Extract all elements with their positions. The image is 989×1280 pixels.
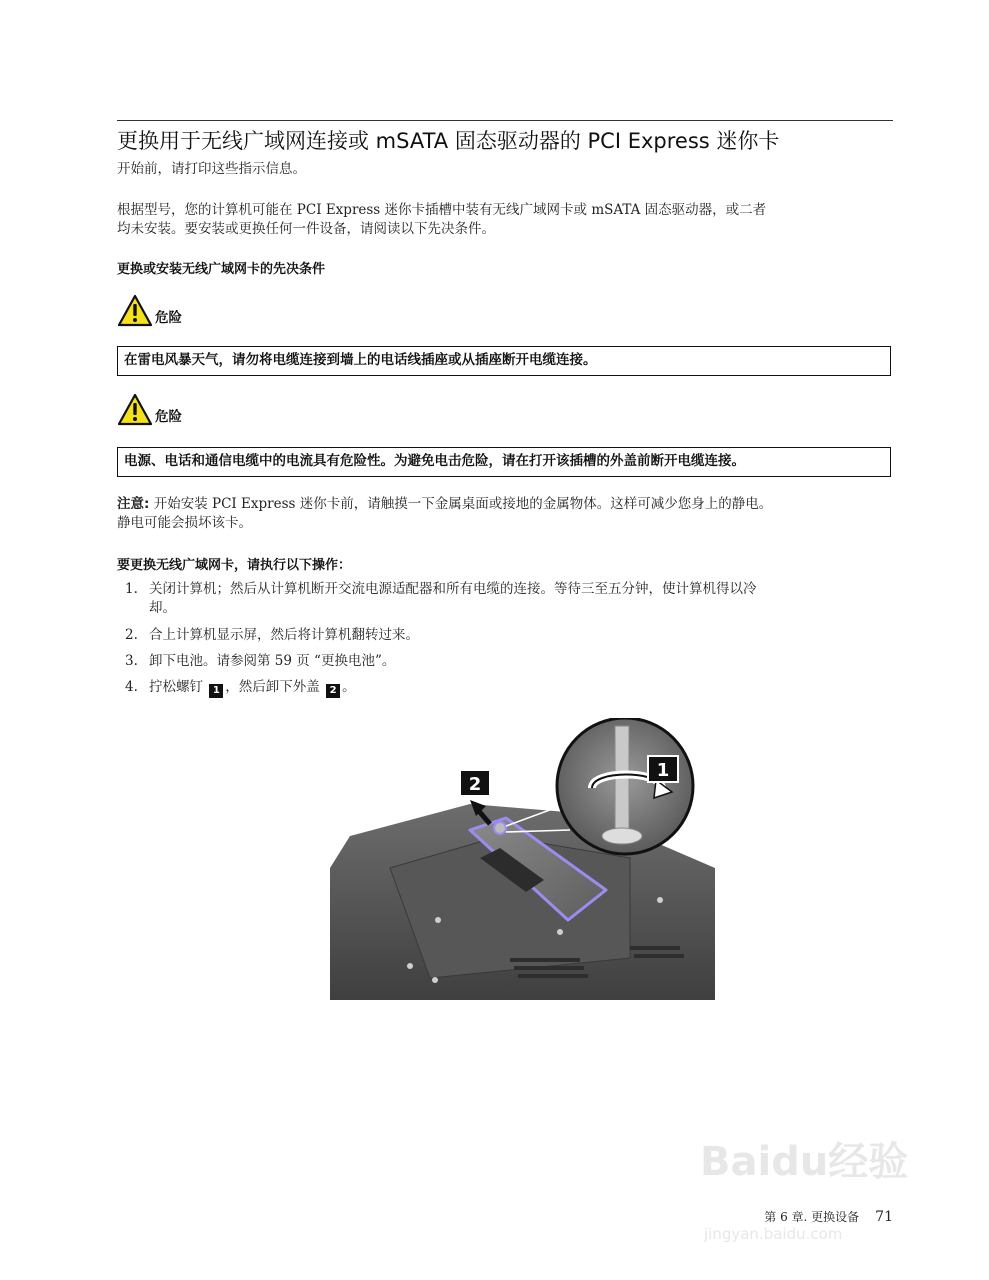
watermark-url: jingyan.baidu.com — [704, 1225, 843, 1243]
callout-label: 1 — [656, 760, 670, 781]
page-number: 71 — [875, 1209, 893, 1225]
note-text: 开始安装 PCI Express 迷你卡前，请触摸一下金属桌面或接地的金属物体。这样可减少您身上的静电。 — [153, 496, 773, 512]
danger-box-1: 在雷电风暴天气，请勿将电缆连接到墙上的电话线插座或从插座断开电缆连接。 — [117, 346, 891, 376]
step-text: 。 — [342, 679, 356, 695]
warning-triangle-icon — [117, 393, 153, 427]
danger-box-2: 电源、电话和通信电缆中的电流具有危险性。为避免电击危险，请在打开该插槽的外盖前断开电缆连接。 — [117, 447, 891, 477]
paragraph-line: 根据型号，您的计算机可能在 PCI Express 迷你卡插槽中装有无线广域网卡或 mSATA 固态驱动器，或二者 — [117, 202, 767, 218]
danger-notice-1 — [117, 294, 182, 328]
callout-label: 2 — [468, 774, 482, 795]
attention-note — [117, 495, 893, 533]
danger-notice-2 — [117, 393, 182, 427]
warning-triangle-icon — [117, 294, 153, 328]
step-text: ，然后卸下外盖 — [225, 679, 320, 695]
step-number: 1. — [125, 581, 138, 597]
prerequisite-paragraph — [117, 201, 893, 239]
step-item — [117, 652, 893, 672]
step-text: 卸下电池。请参阅第 59 页 “更换电池”。 — [149, 653, 396, 669]
steps-heading: 要更换无线广域网卡，请执行以下操作： — [117, 558, 352, 573]
chapter-label: 第 6 章. 更换设备 — [764, 1210, 860, 1224]
intro-text: 开始前，请打印这些指示信息。 — [117, 161, 306, 177]
paragraph-line: 均未安装。要安装或更换任何一件设备，请阅读以下先决条件。 — [117, 221, 495, 237]
step-item — [117, 580, 893, 620]
callout-badge-1: 1 — [209, 684, 223, 698]
heading-rule — [117, 120, 893, 121]
laptop-bottom-illustration — [330, 718, 715, 1000]
page-footer — [764, 1208, 893, 1225]
note-text: 静电可能会损坏该卡。 — [117, 515, 252, 531]
page-title: 更换用于无线广域网连接或 mSATA 固态驱动器的 PCI Express 迷你卡 — [117, 129, 780, 153]
danger-label: 危险 — [155, 310, 182, 326]
step-text: 拧松螺钉 — [149, 679, 203, 695]
watermark-brand: Baidu经验 — [700, 1139, 909, 1185]
step-text: 却。 — [149, 600, 176, 616]
step-item — [117, 678, 893, 698]
step-text: 合上计算机显示屏，然后将计算机翻转过来。 — [149, 627, 419, 643]
prereq-heading: 更换或安装无线广域网卡的先决条件 — [117, 262, 326, 277]
step-number: 3. — [125, 653, 138, 669]
danger-label: 危险 — [155, 409, 182, 425]
step-number: 4. — [125, 679, 138, 695]
baidu-watermark — [700, 1130, 908, 1243]
callout-badge-2: 2 — [326, 684, 340, 698]
cover-screw — [494, 822, 506, 834]
note-label: 注意: — [117, 496, 150, 512]
step-number: 2. — [125, 627, 138, 643]
step-item — [117, 626, 893, 646]
step-text: 关闭计算机；然后从计算机断开交流电源适配器和所有电缆的连接。等待三至五分钟，使计算机得以冷 — [149, 581, 757, 597]
